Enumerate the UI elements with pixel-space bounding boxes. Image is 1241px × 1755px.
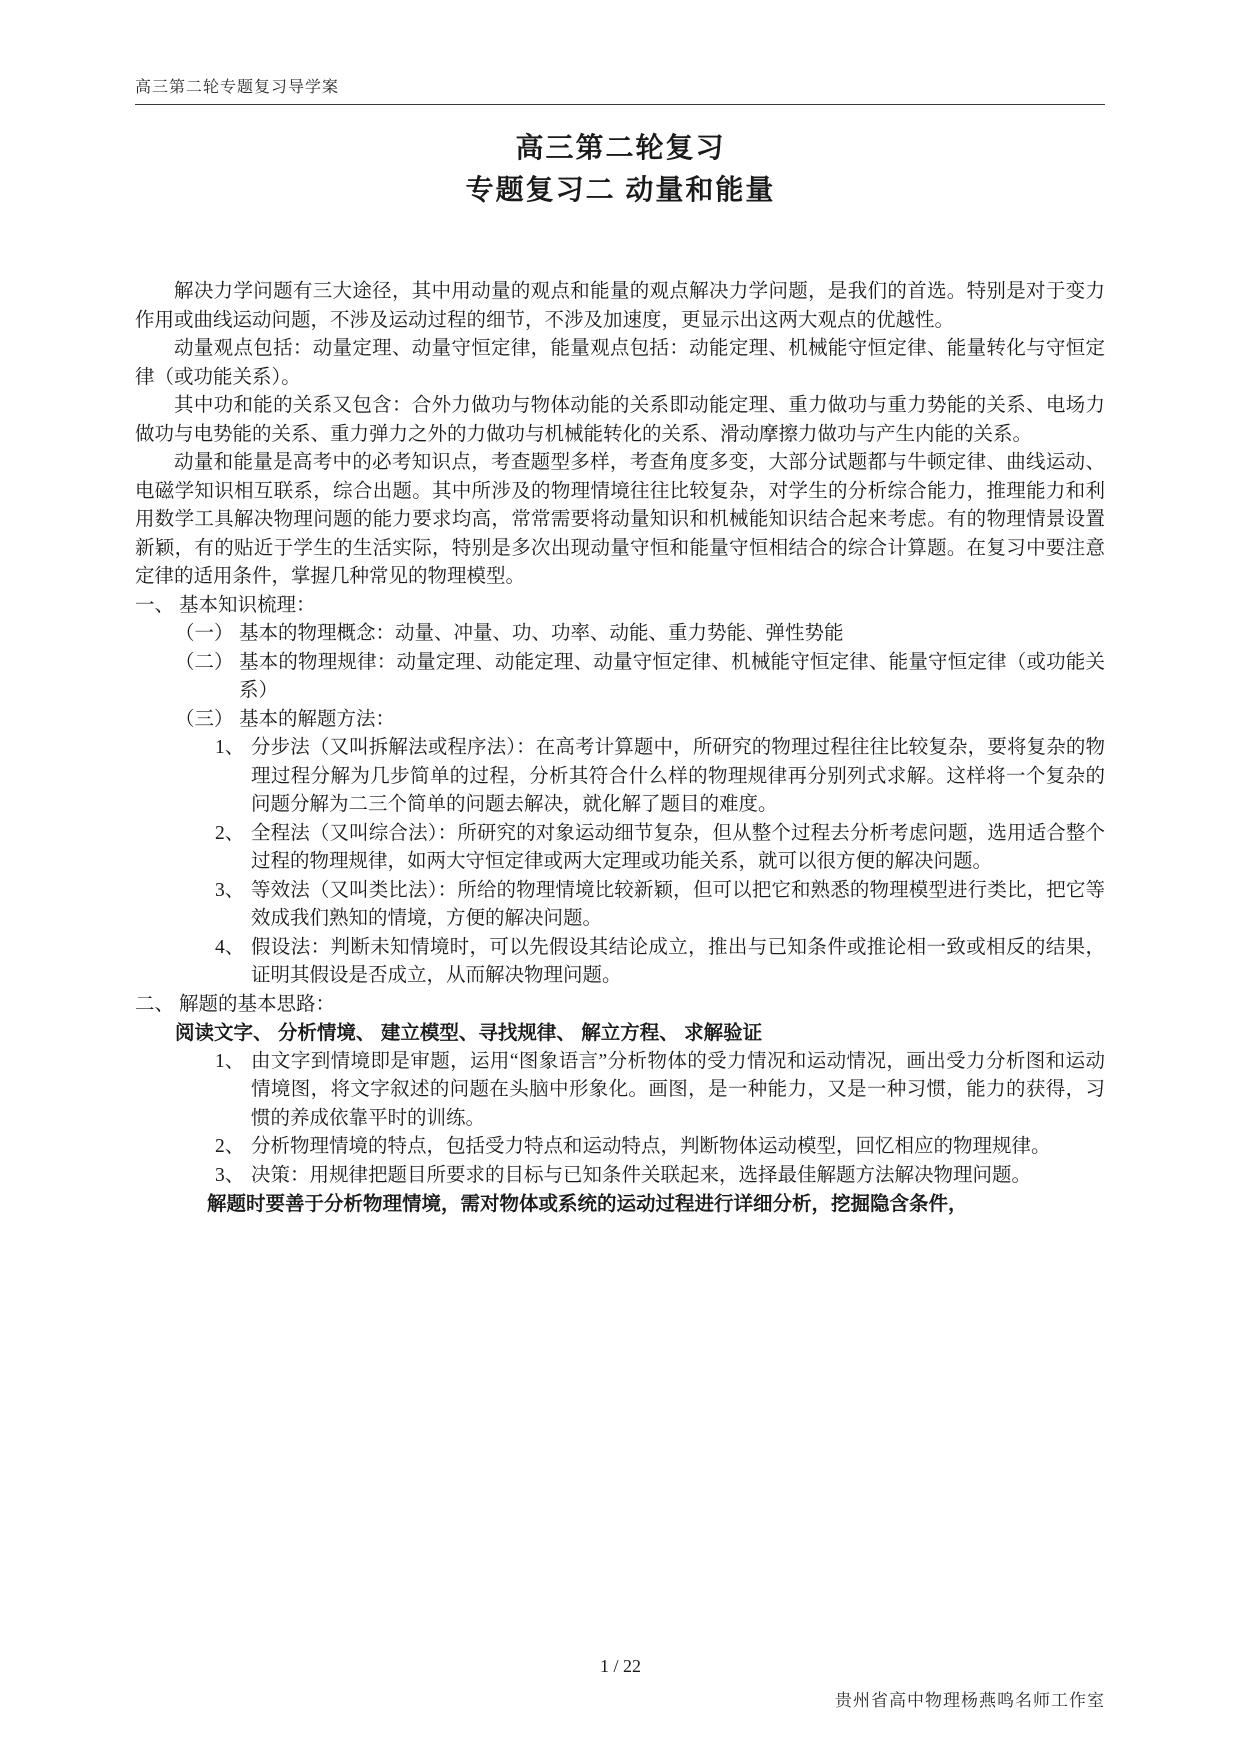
studio-credit: 贵州省高中物理杨燕鸣名师工作室 (835, 1691, 1105, 1710)
list-item-text: 假设法：判断未知情境时，可以先假设其结论成立，推出与已知条件或推论相一致或相反的结果，证明其假设是否成立，从而解决物理问题。 (251, 936, 1105, 986)
list-item-knowledge-2 (135, 649, 1105, 706)
header-text: 高三第二轮专题复习导学案 (135, 79, 340, 96)
step-item-3 (135, 1162, 1105, 1191)
document-subtitle: 专题复习二 动量和能量 (465, 174, 776, 205)
list-item-number: 2、 (215, 822, 245, 844)
section2-number: 二、 (135, 993, 175, 1015)
document-body (135, 278, 1105, 1219)
method-item-1 (135, 734, 1105, 820)
list-item-text: 等效法（又叫类比法）：所给的物理情境比较新颖，但可以把它和熟悉的物理模型进行类比，把它等效成我们熟知的情境，方便的解决问题。 (251, 879, 1105, 929)
list-item-text: 全程法（又叫综合法）：所研究的对象运动细节复杂，但从整个过程去分析考虑问题，选用适合整个过程的物理规律，如两大守恒定律或两大定理或功能关系，就可以很方便的解决问题。 (251, 822, 1105, 872)
list-item-number: 1、 (215, 1050, 245, 1072)
title-block (0, 128, 1241, 212)
list-item-number: （一） (175, 623, 234, 644)
list-item-knowledge-1 (135, 620, 1105, 649)
method-item-3 (135, 877, 1105, 934)
list-item-number: （三） (175, 708, 234, 730)
method-item-4 (135, 934, 1105, 991)
list-item-number: 2、 (215, 1136, 245, 1157)
page-number: 1 / 22 (599, 1656, 641, 1676)
list-item-number: 3、 (215, 879, 245, 901)
list-item-number: 4、 (215, 936, 245, 958)
list-item-number: （二） (175, 651, 234, 673)
section1-heading (135, 592, 1105, 621)
list-item-text: 分步法（又叫拆解法或程序法）：在高考计算题中，所研究的物理过程往往比较复杂，要将复杂的物理过程分解为几步简单的过程，分析其符合什么样的物理规律再分别列式求解。这样将一个复杂的问题分解为二三个简单的问题去解决，就化解了题目的难度。 (251, 737, 1105, 815)
intro-paragraph-2: 动量观点包括：动量定理、动量守恒定律，能量观点包括：动能定理、机械能守恒定律、能量转化与守恒定律（或功能关系）。 (135, 338, 1105, 388)
list-item-knowledge-3 (135, 706, 1105, 735)
intro-paragraph-4: 动量和能量是高考中的必考知识点，考查题型多样，考查角度多变，大部分试题都与牛顿定律、曲线运动、电磁学知识相互联系，综合出题。其中所涉及的物理情境往往比较复杂，对学生的分析综合能力，推理能力和利用数学工具解决物理问题的能力要求均高，常常需要将动量知识和机械能知识结合起来考虑。有的物理情景设置新颖，有的贴近于学生的生活实际，特别是多次出现动量守恒和能量守恒相结合的综合计算题。在复习中要注意定律的适用条件，掌握几种常见的物理模型。 (135, 452, 1105, 587)
step-item-2 (135, 1133, 1105, 1162)
intro-paragraph-3: 其中功和能的关系又包含：合外力做功与物体动能的关系即动能定理、重力做功与重力势能的关系、电场力做功与电势能的关系、重力弹力之外的力做功与机械能转化的关系、滑动摩擦力做功与产生内能的关系。 (135, 395, 1105, 445)
list-item-number: 1、 (215, 737, 245, 758)
list-item-text: 基本的物理规律：动量定理、动能定理、动量守恒定律、机械能守恒定律、能量守恒定律（或功能关系） (239, 651, 1105, 701)
list-item-number: 3、 (215, 1164, 245, 1186)
method-item-2 (135, 820, 1105, 877)
list-item-text: 基本的解题方法： (239, 708, 396, 730)
list-item-text: 决策：用规律把题目所要求的目标与已知条件关联起来，选择最佳解题方法解决物理问题。 (251, 1164, 1032, 1186)
list-item-text: 分析物理情境的特点，包括受力特点和运动特点，判断物体运动模型，回忆相应的物理规律。 (251, 1136, 1051, 1157)
page-header (135, 74, 1105, 105)
section2-heading (135, 991, 1105, 1020)
list-item-text: 由文字到情境即是审题，运用“图象语言”分析物体的受力情况和运动情况，画出受力分析图和运动情境图，将文字叙述的问题在头脑中形象化。画图，是一种能力，又是一种习惯，能力的获得，习惯的养成依靠平时的训练。 (251, 1050, 1105, 1129)
section1-number: 一、 (135, 594, 175, 616)
intro-paragraph-1: 解决力学问题有三大途径，其中用动量的观点和能量的观点解决力学问题，是我们的首选。特别是对于变力作用或曲线运动问题，不涉及运动过程的细节，不涉及加速度，更显示出这两大观点的优越性。 (135, 281, 1105, 331)
closing-note: 解题时要善于分析物理情境，需对物体或系统的运动过程进行详细分析，挖掘隐含条件， (207, 1193, 968, 1215)
section2-title: 解题的基本思路： (179, 993, 336, 1015)
section1-title: 基本知识梳理： (179, 594, 316, 616)
list-item-text: 基本的物理概念：动量、冲量、功、功率、动能、重力势能、弹性势能 (239, 623, 844, 644)
document-title: 高三第二轮复习 (515, 132, 726, 163)
key-steps-line: 阅读文字、 分析情境、 建立模型、寻找规律、 解立方程、 求解验证 (175, 1022, 763, 1044)
step-item-1 (135, 1048, 1105, 1134)
